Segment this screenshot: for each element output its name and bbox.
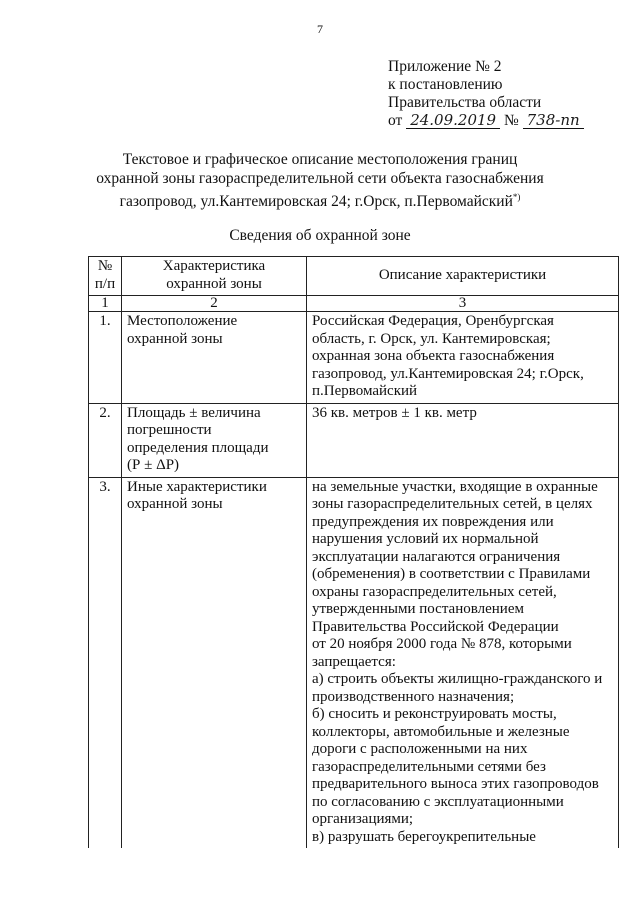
title-line-3 [0,188,640,211]
appendix-line-2: к постановлению [388,76,503,93]
date-prefix: от [388,112,403,129]
handwritten-number: 738-пп [523,113,584,129]
table-row [89,477,619,848]
page-number: 7 [317,22,323,36]
title-line-1: Текстовое и графическое описание местоположения границ [122,151,518,168]
column-number-1: 1 [89,296,122,312]
column-number-2: 2 [122,296,307,312]
title-line-2: охранной зоны газораспределительной сети объекта газоснабжения [96,170,544,187]
row-characteristic: Площадь ± величина погрешности определения площади (Р ± ΔР) [122,403,307,477]
header-description: Описание характеристики [307,257,619,296]
table-row [89,403,619,477]
row-description: на земельные участки, входящие в охранные зоны газораспределительных сетей, в целях предупреждения их повреждения или нарушения условий их нормальной эксплуатации налагаются ограничения (обременения) в соответствии с Правилами охраны газораспределительных сетей, утвержденными постановлением Правительства Российской Федерации от 20 ноября 2000 года № 878, которыми запрещается: а) строить объекты жилищно-гражданского и производственного назначения; б) сносить и реконструировать мосты, коллекторы, автомобильные и железные дороги с расположенными на них газораспределительными сетями без предварительного выноса этих газопроводов по согласованию с эксплуатационными организациями; в) разрушать берегоукрепительные [307,477,619,848]
row-number: 2. [89,403,122,477]
column-number-row [89,296,619,312]
number-prefix: № [503,112,519,129]
appendix-line-3: Правительства области [388,94,542,111]
table-row [89,312,619,404]
protection-zone-table [88,256,619,848]
appendix-line-1: Приложение № 2 [388,58,502,75]
row-number: 1. [89,312,122,404]
handwritten-date: 24.09.2019 [406,113,500,129]
row-characteristic: Иные характеристики охранной зоны [122,477,307,848]
table-header-row [89,257,619,296]
row-number: 3. [89,477,122,848]
header-number: № п/п [89,257,122,296]
document-title [0,150,640,211]
column-number-3: 3 [307,296,619,312]
appendix-block [388,58,584,130]
footnote-mark: *) [512,192,521,202]
section-subtitle: Сведения об охранной зоне [229,227,411,244]
row-characteristic: Местоположение охранной зоны [122,312,307,404]
appendix-date-line [388,112,584,130]
row-description: Российская Федерация, Оренбургская область, г. Орск, ул. Кантемировская; охранная зона объекта газоснабжения газопровод, ул.Кантемировская 24; г.Орск, п.Первомайский [307,312,619,404]
header-characteristic: Характеристика охранной зоны [122,257,307,296]
title-line-3-text: газопровод, ул.Кантемировская 24; г.Орск, п.Первомайский [119,193,513,211]
row-description: 36 кв. метров ± 1 кв. метр [307,403,619,477]
